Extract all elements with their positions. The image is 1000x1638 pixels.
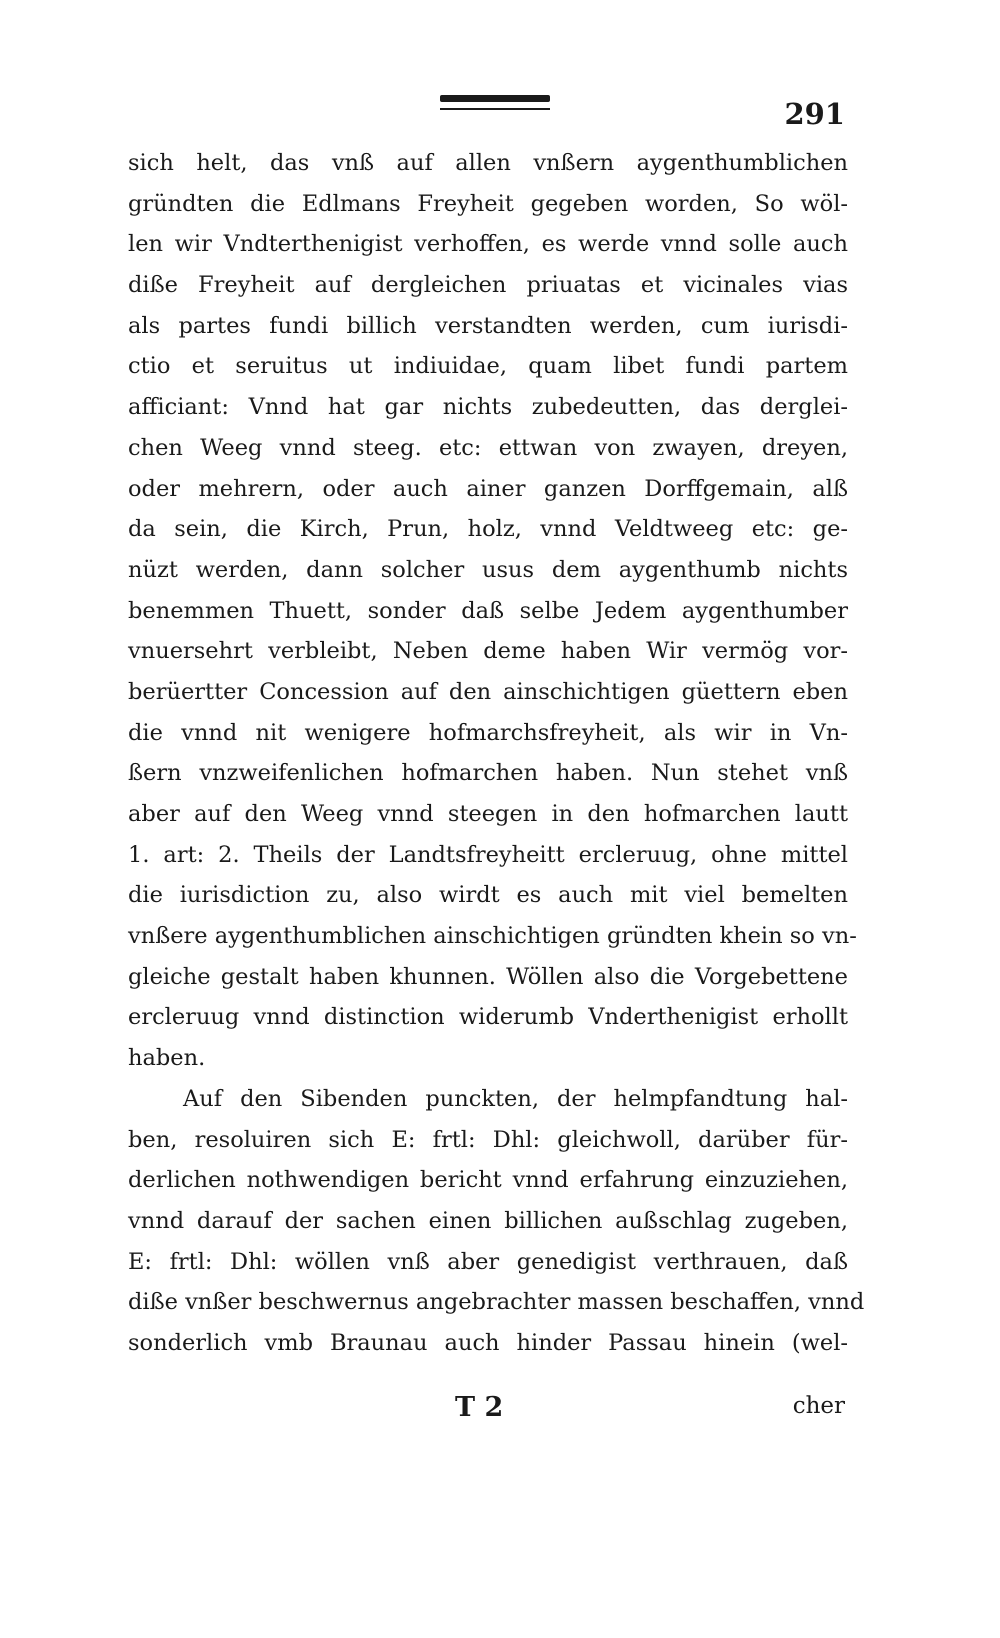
text-line: len wir Vndterthenigist verhoffen, es werde vnnd solle auch [128,231,848,258]
text-line: diße vnßer beschwernus angebrachter massen beschaffen, vnnd [128,1289,865,1316]
text-line: sonderlich vmb Braunau auch hinder Passau hinein (wel- [128,1329,848,1356]
text-line: oder mehrern, oder auch ainer ganzen Dorffgemain, alß [128,475,848,502]
body-text [128,143,865,1364]
text-line: sich helt, das vnß auf allen vnßern aygenthumblichen [128,150,848,176]
text-line: als partes fundi billich verstandten werden, cum iurisdi- [128,312,848,339]
text-line: die vnnd nit wenigere hofmarchsfreyheit, als wir in Vn- [128,719,848,746]
text-line: 1. art: 2. Theils der Landtsfreyheitt ercleruug, ohne mittel [128,841,848,868]
text-line: diße Freyheit auf dergleichen priuatas et vicinales vias [128,272,848,299]
page-number: 291 [784,97,845,131]
text-line: vnuersehrt verbleibt, Neben deme haben Wir vermög vor- [128,638,848,665]
text-line: vnßere aygenthumblichen ainschichtigen gründten khein so vn- [128,923,857,950]
text-line: ßern vnzweifenlichen hofmarchen haben. Nun stehet vnß [128,760,848,787]
text-line: Auf den Sibenden punckten, der helmpfandtung hal- [183,1085,848,1112]
text-line: afficiant: Vnnd hat gar nichts zubedeutten, das derglei- [128,394,848,421]
text-line: ctio et seruitus ut indiuidae, quam libet fundi partem [128,353,848,380]
text-line: ercleruug vnnd distinction widerumb Vnderthenigist erhollt [128,1004,848,1031]
text-line: nüzt werden, dann solcher usus dem aygenthumb nichts [128,556,848,583]
catchword: cher [792,1393,845,1419]
text-line: die iurisdiction zu, also wirdt es auch mit viel bemelten [128,882,848,909]
signature-mark: T 2 [455,1392,504,1423]
text-line: gleiche gestalt haben khunnen. Wöllen also die Vorgebettene [128,963,848,990]
text-line: da sein, die Kirch, Prun, holz, vnnd Veldtweeg etc: ge- [128,516,848,543]
text-line: ben, resoluiren sich E: frtl: Dhl: gleichwoll, darüber für- [128,1126,848,1153]
text-line: vnnd darauf der sachen einen billichen außschlag zugeben, [128,1207,848,1234]
text-line: gründten die Edlmans Freyheit gegeben worden, So wöl- [128,190,848,217]
text-line: chen Weeg vnnd steeg. etc: ettwan von zwayen, dreyen, [128,434,848,461]
text-line: berüertter Concession auf den ainschichtigen güettern eben [128,678,848,705]
text-line: haben. [128,1045,206,1072]
text-line: E: frtl: Dhl: wöllen vnß aber genedigist verthrauen, daß [128,1248,848,1275]
header-rule [440,95,550,102]
text-line: aber auf den Weeg vnnd steegen in den hofmarchen lautt [128,801,848,827]
text-line: benemmen Thuett, sonder daß selbe Jedem aygenthumber [128,597,848,624]
text-line: derlichen nothwendigen bericht vnnd erfahrung einzuziehen, [128,1167,848,1194]
header-rule-thin [440,108,550,110]
